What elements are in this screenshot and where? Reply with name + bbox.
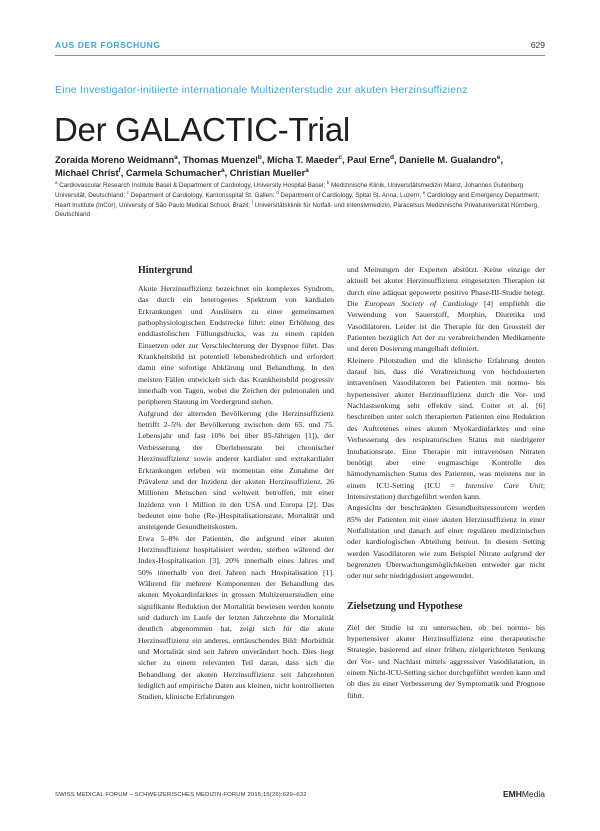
author-name: Christian Mueller (229, 168, 306, 179)
section-heading-background: Hintergrund (138, 265, 193, 276)
body-paragraph: Ziel der Studie ist zu untersuchen, ob bei normo- bis hypertensiver akuter Herzinsuffizienz eine therapeutische Strategie, basierend auf einer frühen, zielgerichteten Senkung der Vor- und Nachlast mittels aggressiver Vasodilatation, in einem Nicht-ICU-Setting sicher durchgeführt werden kann und ob dies zu einer Verbesserung der Symptomatik und Prognose führt. (347, 622, 545, 700)
affiliation: Department of Cardiology, Spital St. Anna, Luzern; (280, 191, 421, 199)
affiliation-marker: e (422, 189, 426, 195)
body-paragraph: Aufgrund der alternden Bevölkerung (die Herzinsuffizienz betrifft 2–5% der Bevölkerung zwischen dem 65. und 75. Lebensjahr und fast 10% bei über 85-Jährigen [1]), der Verbesserung der Überlebensrate bei chronischer Herzinsuffizienz sowie anderer kardialer und extrakardialer Erkrankungen erleben wir momentan eine Zunahme der Prävalenz und der Inzidenz der akuten Herzinsuffizienz. 26 Millionen Menschen sind weltweit betroffen, mit einer Inzidenz von 1 Million in den USA und Europa [2]. Das bedeutet eine hohe (Re-)Hospitalisationsrate, Mortalität und ansteigende Gesundheitskosten. (138, 408, 334, 532)
author-marker: e (496, 153, 501, 161)
author-marker: b (257, 153, 262, 161)
paragraph-emphasis: European Society of Cardiology (364, 299, 478, 309)
affiliation-marker: d (276, 189, 279, 195)
author-name: Zoraida Moreno Weidmann (55, 155, 175, 165)
footer-citation: SWISS MEDICAL FORUM – SCHWEIZERISCHES MEDIZIN-FORUM 2015;15(26):629–632 (55, 792, 307, 798)
affiliation-marker: a (55, 179, 58, 185)
affiliation-list (55, 181, 550, 220)
author-name: Michael Christ (55, 168, 119, 179)
affiliation-marker: b (326, 179, 330, 185)
affiliation: Department of Cardiology, Kantonsspital St. Gallen; (130, 191, 275, 199)
body-paragraph: Akute Herzinsuffizienz bezeichnet ein komplexes Syndrom, das durch ein heterogenes Spektrum von kardialen Erkrankungen und Auslösern zu einer gemeinsamen pathophysiologischen Endstrecke führt: einer Erhöhung des enddiastolischen Füllungsdrucks, was zu einem rapiden Einsetzen oder zur Verschlechterung der Dyspnoe führt. Das Krankheitsbild ist potentiell lebensbedrohlich und erfordert damit eine sofortige Abklärung und Behandlung. In den meisten Fällen entwickelt sich das Krankheitsbild progressiv innerhalb von Tagen, wobei die Zeichen der pulmonalen und peripheren Stauung im Vordergrund stehen. (138, 284, 334, 407)
body-column-left (138, 264, 334, 703)
page-number: 629 (530, 40, 545, 50)
paragraph-emphasis: Intensive Care Unit (465, 480, 543, 490)
author-name: Carmela Schumacher (125, 168, 221, 179)
author-name: Thomas Muenzel (182, 155, 258, 165)
author-marker: c (338, 153, 342, 161)
paragraph-text: [4] empfiehlt die Verwendung von Sauerstoff, Morphin, Diuretika und Vasodilatoren. Leider ist die Therapie für den Grossteil der Patienten bezüglich Art der zu verabreichenden Medikamente und deren Dosierung mangelhaft definiert. (347, 299, 546, 354)
body-paragraph: Angesichts der beschränkten Gesundheitsressourcen werden 85% der Patienten mit einer akuten Herzinsuffizienz in einer Notfallstation und danach auf einer regulären medizinischen oder kardiologischen Abteilung betreut. In diesem Setting werden Vasodilatoren wie zum Beispiel Nitrate aufgrund der begrenzten Überwachungsmöglichkeiten entweder gar nicht oder nur sehr niedrigdosiert angewendet. (347, 503, 545, 581)
section-heading-goal: Zielsetzung und Hypothese (347, 600, 463, 612)
affiliation: Cardiology and Emergency Department, Heart Institute (InCor), University of São Paulo Medical School, Brazil; (55, 191, 540, 209)
publisher-logo (503, 789, 545, 799)
author-marker: d (390, 153, 394, 161)
body-paragraph: Etwa 5–8% der Patienten, die aufgrund einer akuten Herzinsuffizienz hospitalisiert werden, sterben während der Index-Hospitalisation [3], 20% innerhalb eines Jahres und 50% innerhalb von drei Jahren nach Hospitalisation [1]. Während für mehrere Komponenten der Behandlung des akuten Myokardinfarktes in grossen Multizenterstudien eine signifikante Reduktion der Mortalität bewiesen werden konnte und dadurch im Laufe der letzten Jahrzehnte die Mortalität deutlich abgenommen hat, zeigt sich für die akute Herzinsuffizienz ein anderes, enttäuschendes Bild: Morbidität und Mortalität sind seit Jahren unverändert hoch. Dies liegt sicher zu einem relevanten Teil daran, dass sich die Behandlung der akuten Herzinsuffizienz seit Jahrzehnten lediglich auf empirische Daten aus kleinen, nicht kontrollierten Studien, klinische Erfahrungen (138, 533, 334, 702)
publisher-logo-bold: EMH (502, 789, 522, 799)
author-list: Zoraida Moreno Weidmann$^a$, Thomas Muenzel$^b$, Micha T. Maeder$^c$, Paul Erne$^d$, Danielle M. Gualandro$^e$, Michael Christ$^f$, Carmela Schumacher$^a$, Christian Mueller$^a$ (55, 153, 504, 179)
author-name: Micha T. Maeder (267, 155, 339, 165)
author-name: Paul Erne (347, 155, 391, 165)
article-title: Der GALACTIC-Trial (54, 111, 350, 148)
header-rule (55, 55, 545, 56)
affiliation: Medizinische Klinik, Universitätsmedizin Mainz, Johannes Gutenberg Universität, Deutschland; (55, 182, 524, 199)
paragraph-text: Kleinere Pilotstudien und die klinische Erfahrung deuten darauf hin, dass die Verabreichung von hochdosierten intravenösen Vasodilatoren bei Patienten mit normo- bis hypertensiver akuter Herzinsuffizienz durch die Vor- und Nachlastsenkung sehr effektiv sind. Cotter et al. [6] beschreiben unter solch therapierten Patienten eine Reduktion des Auftretenes eines akuten Myokardinfarktes und eine Verbesserung des respiratorischen Status mit niedrigerer Intubationsrate. Eine Therapie mit intravenösen Nitraten benötigt aber eine engmaschige Kontrolle des hämodynamischen Status des Patienten, was meistens nur in einem ICU-Setting (ICU = (347, 355, 545, 490)
body-paragraph (347, 264, 545, 355)
affiliation: Universitätsklinik für Notfall- und Intensivmedizin, Paracelsus Medizinische Privatuniversität Nürnberg, Deutschland (55, 201, 539, 219)
author-name: Danielle M. Gualandro (399, 155, 497, 165)
affiliation: Cardiovascular Research Institute Basel & Department of Cardiology, University Hospital Basel; (59, 182, 326, 189)
author-marker: f (118, 167, 121, 175)
paragraph-text: und Meinungen der Experten abstützt. Keine einzige der aktuell bei akuter Herzinsuffizienz eingesetzten Therapien ist durch eine adäquat gepowerte positive Phase-III-Studie belegt. Die (347, 265, 545, 309)
body-paragraph (347, 355, 545, 502)
author-marker: a (174, 153, 178, 161)
paragraph-text: ; Intensivstation) durchgeführt werden kann. (347, 480, 545, 501)
publisher-logo-rest: Media (521, 789, 545, 799)
author-marker: a (305, 167, 309, 175)
affiliation-marker: c (126, 189, 129, 195)
author-marker: a (220, 167, 225, 175)
article-subtitle: Eine Investigator-initiierte internationale Multizenterstudie zur akuten Herzinsuffizienz (55, 84, 468, 96)
body-column-right (347, 264, 545, 701)
section-label: AUS DER FORSCHUNG (55, 40, 161, 50)
affiliation-marker: f (251, 199, 253, 205)
